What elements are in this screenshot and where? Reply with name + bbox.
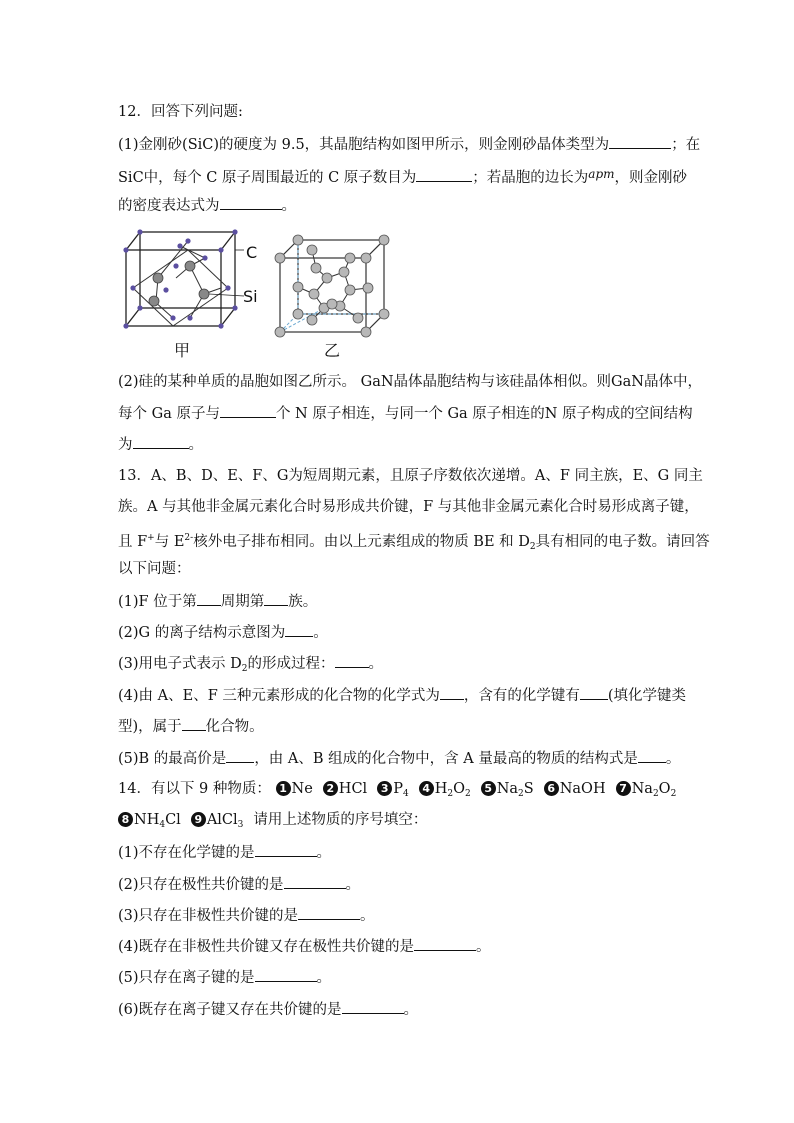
substance-formula: Na <box>631 781 653 797</box>
q14-sub1 <box>118 842 331 863</box>
answer-blank[interactable] <box>440 685 464 700</box>
q14-line1 <box>118 779 686 804</box>
substance-formula: AlCl <box>206 812 238 828</box>
q14-text: 请用上述物质的序号填空： <box>253 812 428 828</box>
item-number-circle: 3 <box>377 781 392 796</box>
q14-text: 。 <box>316 845 332 861</box>
edge-length-symbol: apm <box>588 167 615 181</box>
answer-blank[interactable] <box>220 403 276 418</box>
substance-formula: Na <box>496 781 519 797</box>
q14-line2 <box>118 810 427 835</box>
subscript: 2 <box>447 789 454 799</box>
q14-text: (2)只存在极性共价键的是 <box>118 877 284 893</box>
q12-part2-text: 为 <box>118 437 133 453</box>
answer-blank[interactable] <box>220 195 282 210</box>
item-number-circle: 9 <box>191 812 206 827</box>
item-number-circle: 1 <box>276 781 291 796</box>
silicon-label: Si <box>243 287 258 306</box>
subscript: 2 <box>529 542 536 552</box>
q12-part1-text: SiC中，每个 C 原子周围最近的 C 原子数目为 <box>118 170 417 186</box>
subscript: 2 <box>518 789 524 799</box>
q12-part1-text: ，则金刚砂 <box>614 170 688 186</box>
answer-blank[interactable] <box>133 434 189 449</box>
subscript: 2 <box>670 789 677 799</box>
q14-sub5 <box>118 967 331 988</box>
q13-sub5 <box>118 748 680 769</box>
substance-list <box>276 781 687 797</box>
q13-text: (5)B 的最高价是 <box>118 751 227 767</box>
q13-line3 <box>118 528 710 557</box>
q13-text: ，由 A、B 组成的化合物中，含 A 量最高的物质的结构式是 <box>254 751 638 767</box>
q13-text: 型)，属于 <box>118 719 182 735</box>
substance-item <box>481 781 534 797</box>
q12-part1-text: ；在 <box>671 137 701 153</box>
q12-part2-line1: (2)硅的某种单质的晶胞如图乙所示。 GaN晶体晶胞结构与该硅晶体相似。则GaN晶体中， <box>118 374 702 390</box>
subscript: 2 <box>464 789 471 799</box>
q13-text: 与 E <box>154 534 185 550</box>
answer-blank[interactable] <box>182 716 206 731</box>
item-number-circle: 4 <box>419 781 434 796</box>
substance-item <box>276 781 313 797</box>
answer-blank[interactable] <box>416 167 472 182</box>
substance-item <box>377 781 409 797</box>
answer-blank[interactable] <box>264 591 288 606</box>
item-number-circle: 2 <box>323 781 338 796</box>
item-number-circle: 6 <box>544 781 559 796</box>
q13-sub4-cont <box>118 716 264 737</box>
answer-blank[interactable] <box>226 748 254 763</box>
substance-formula: P <box>393 781 403 797</box>
q12-part1-line3 <box>118 195 296 216</box>
q13-text: ，含有的化学键有 <box>463 688 580 704</box>
charge-superscript: + <box>147 533 155 543</box>
answer-blank[interactable] <box>414 936 476 951</box>
substance-formula: Ne <box>291 781 313 797</box>
substance-formula: HCl <box>338 781 368 797</box>
q13-line1: 13．A、B、D、E、F、G为短周期元素，且原子序数依次递增。A、F 同主族，E、G 同主 <box>118 468 703 484</box>
q14-text: 。 <box>345 877 361 893</box>
q13-line2: 族。A 与其他非金属元素化合时易形成共价键，F 与其他非金属元素化合时易形成离子键， <box>118 499 699 515</box>
q12-part2-text: 个 N 原子相连，与同一个 Ga 原子相连的N 原子构成的空间结构 <box>275 406 693 422</box>
q12-part2-text: 每个 Ga 原子与 <box>118 406 220 422</box>
q12-part2-text: 。 <box>188 437 203 453</box>
substance-item <box>419 781 471 797</box>
q12-part2-line3 <box>118 434 203 455</box>
q14-text: 。 <box>476 939 491 955</box>
substance-item <box>323 781 367 797</box>
q13-text: 具有相同的电子数。请回答 <box>535 534 710 550</box>
q14-text: 。 <box>316 970 332 986</box>
substance-item <box>118 812 181 828</box>
substance-formula: O <box>453 781 465 797</box>
q13-text: (4)由 A、E、F 三种元素形成的化合物的化学式为 <box>118 688 440 704</box>
q13-text: 。 <box>368 656 384 672</box>
q12-part1-line2 <box>118 164 687 188</box>
substance-formula: NH <box>134 812 160 828</box>
answer-blank[interactable] <box>638 748 666 763</box>
answer-blank[interactable] <box>342 999 404 1014</box>
q12-part1-text: (1)金刚砂(SiC)的硬度为 9.5，其晶胞结构如图甲所示，则金刚砂晶体类型为 <box>118 137 610 153</box>
q13-sub1 <box>118 591 317 612</box>
answer-blank[interactable] <box>580 685 608 700</box>
q12-part2-line2 <box>118 403 693 424</box>
q14-text: (3)只存在非极性共价键的是 <box>118 908 299 924</box>
item-number-circle: 7 <box>616 781 631 796</box>
figure-yi-caption: 乙 <box>324 341 341 360</box>
q14-sub2 <box>118 874 360 895</box>
q12-part1-line1 <box>118 134 700 155</box>
q14-text: 。 <box>403 1002 419 1018</box>
substance-formula: Cl <box>165 812 181 828</box>
substance-item <box>616 781 677 797</box>
q14-text: (1)不存在化学键的是 <box>118 845 255 861</box>
q14-sub3 <box>118 905 375 926</box>
answer-blank[interactable] <box>298 905 360 920</box>
answer-blank[interactable] <box>609 134 671 149</box>
q13-text: 且 F <box>118 534 148 550</box>
q14-text: 14．有以下 9 种物质： <box>118 781 271 797</box>
q12-part1-text: ；若晶胞的边长为 <box>472 170 589 186</box>
charge-superscript: 2- <box>184 533 194 543</box>
q13-text: (1)F 位于第 <box>118 594 197 610</box>
q12-part1-text: 。 <box>281 198 296 214</box>
substance-item <box>544 781 606 797</box>
q13-sub4 <box>118 685 686 706</box>
q13-text: 化合物。 <box>205 719 264 735</box>
subscript: 3 <box>237 820 244 830</box>
carbon-label: C <box>246 243 258 262</box>
q13-text: 的形成过程： <box>247 656 335 672</box>
substance-formula: H <box>434 781 448 797</box>
q14-text: (6)既存在离子键又存在共价键的是 <box>118 1002 342 1018</box>
substance-formula: S <box>523 781 534 797</box>
substance-list <box>118 812 253 828</box>
substance-item <box>191 812 244 828</box>
q13-text: 周期第 <box>220 594 265 610</box>
q12-part1-text: 的密度表达式为 <box>118 198 220 214</box>
q14-text: (5)只存在离子键的是 <box>118 970 255 986</box>
item-number-circle: 5 <box>481 781 496 796</box>
q13-text: 。 <box>313 625 328 641</box>
q13-text: 族。 <box>288 594 318 610</box>
q13-text: (填化学键类 <box>607 688 687 704</box>
q13-text: 核外电子排布相同。由以上元素组成的物质 BE 和 D <box>193 534 530 550</box>
q13-sub2 <box>118 622 328 643</box>
q13-text: (3)用电子式表示 D <box>118 656 242 672</box>
subscript: 4 <box>159 820 166 830</box>
answer-blank[interactable] <box>335 653 369 668</box>
silicon-unit-cell-figure <box>272 232 392 338</box>
substance-formula: O <box>658 781 671 797</box>
answer-blank[interactable] <box>284 874 346 889</box>
subscript: 4 <box>402 789 409 799</box>
subscript: 2 <box>652 789 659 799</box>
answer-blank[interactable] <box>255 967 317 982</box>
subscript: 2 <box>241 664 248 674</box>
q14-text: 。 <box>360 908 375 924</box>
figure-jia-caption: 甲 <box>174 341 191 360</box>
answer-blank[interactable] <box>285 622 313 637</box>
q13-text: 。 <box>665 751 681 767</box>
q14-text: (4)既存在非极性共价键又存在极性共价键的是 <box>118 939 415 955</box>
q12-title: 12．回答下列问题: <box>118 104 243 120</box>
q14-sub6 <box>118 999 418 1020</box>
substance-formula: NaOH <box>559 781 606 797</box>
answer-blank[interactable] <box>255 842 317 857</box>
q14-sub4 <box>118 936 491 957</box>
item-number-circle: 8 <box>118 812 133 827</box>
q13-sub3 <box>118 653 383 679</box>
q13-text: (2)G 的离子结构示意图为 <box>118 625 286 641</box>
q13-line4: 以下问题： <box>118 561 191 577</box>
answer-blank[interactable] <box>197 591 221 606</box>
